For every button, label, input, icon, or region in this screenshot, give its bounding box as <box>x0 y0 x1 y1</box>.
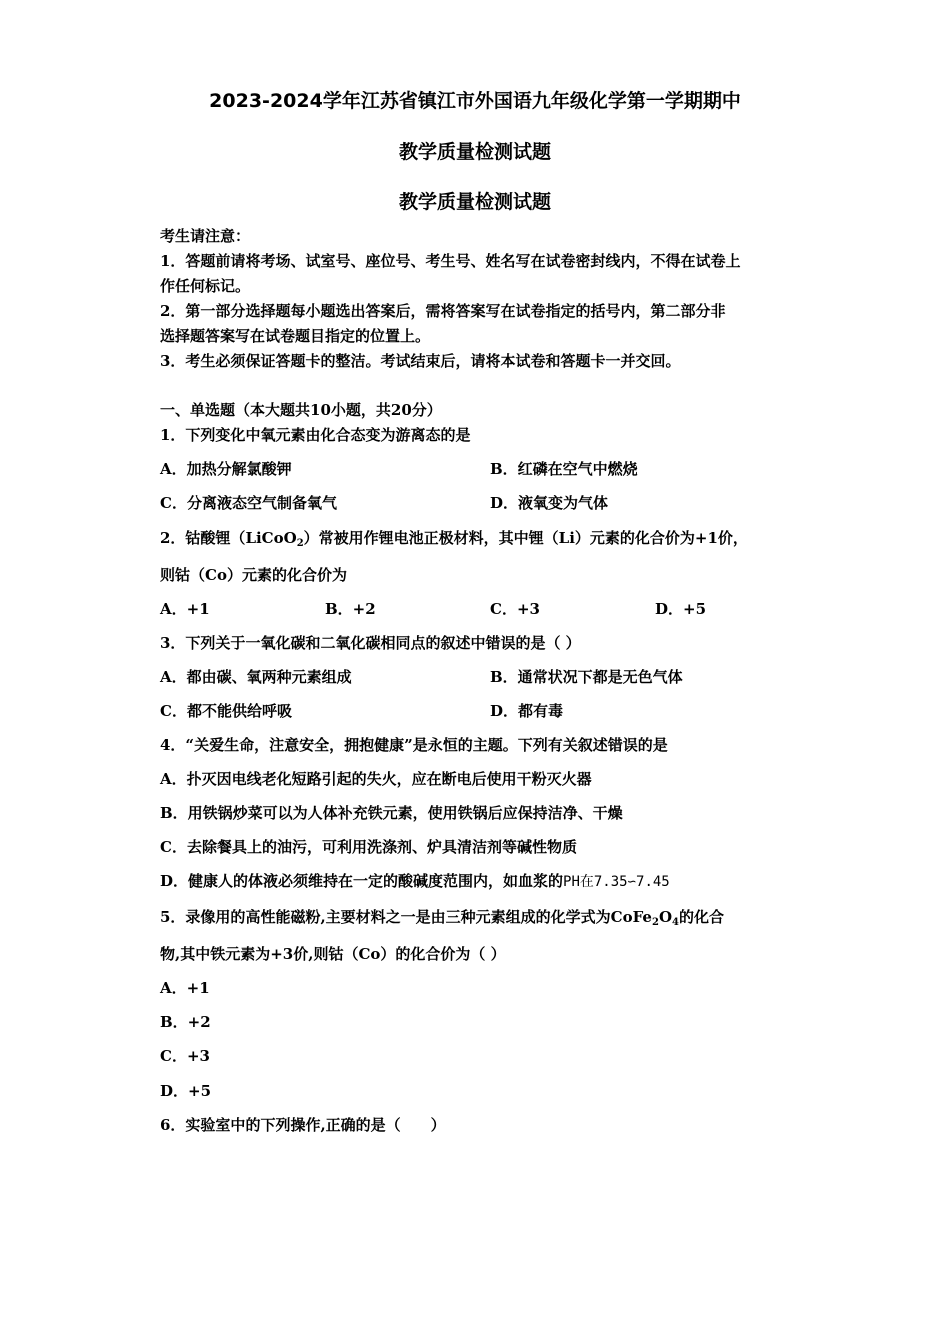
q5-option-d: D．+5 <box>160 1082 212 1100</box>
q2-stem <box>160 528 748 548</box>
notice-item-2a: 2．第一部分选择题每小题选出答案后，需将答案写在试卷指定的括号内，第二部分非 <box>160 302 726 320</box>
q2-stem-2: 则钴（Co）元素的化合价为 <box>160 566 347 584</box>
q2-stem-post: ）常被用作锂电池正极材料，其中锂（Li）元素的化合价为+1价， <box>303 529 748 547</box>
exam-title-line2: 教学质量检测试题 <box>398 141 551 163</box>
q2-option-b: B．+2 <box>325 600 376 618</box>
q4-option-d-text: D．健康人的体液必须维持在一定的酸碱度范围内，如血浆的 <box>160 872 564 890</box>
q1-stem: 1．下列变化中氧元素由化合态变为游离态的是 <box>160 426 471 444</box>
q5-option-c: C．+3 <box>160 1047 210 1065</box>
q5-option-a: A．+1 <box>160 979 210 997</box>
q5-stem-pre: 5．录像用的高性能磁粉,主要材料之一是由三种元素组成的化学式为CoFe <box>160 908 652 926</box>
q5-option-b: B．+2 <box>160 1013 211 1031</box>
q2-option-d: D．+5 <box>655 600 707 618</box>
notice-item-1b: 作任何标记。 <box>160 277 251 295</box>
q4-stem: 4．“关爱生命，注意安全，拥抱健康”是永恒的主题。下列有关叙述错误的是 <box>160 736 668 754</box>
q2-option-a: A．+1 <box>160 600 210 618</box>
exam-title-line3: 教学质量检测试题 <box>398 191 551 213</box>
notice-item-2b: 选择题答案写在试卷题目指定的位置上。 <box>160 327 431 345</box>
q4-option-c: C．去除餐具上的油污，可利用洗涤剂、炉具清洁剂等碱性物质 <box>160 838 577 856</box>
section-heading: 一、单选题（本大题共10小题，共20分） <box>160 401 442 419</box>
q3-option-b: B．通常状况下都是无色气体 <box>490 668 683 686</box>
q5-stem-2: 物,其中铁元素为+3价,则钴（Co）的化合价为（ ） <box>160 945 506 963</box>
q5-stem-sub1: 2 <box>651 917 659 928</box>
q5-stem-mid: O <box>658 908 673 926</box>
q5-stem <box>160 907 724 927</box>
exam-title-line1: 2023-2024学年江苏省镇江市外国语九年级化学第一学期期中 <box>209 90 741 112</box>
q5-stem-post: 的化合 <box>679 908 725 926</box>
q1-option-b: B．红磷在空气中燃烧 <box>490 460 638 478</box>
q1-option-d: D．液氧变为气体 <box>490 494 609 512</box>
notice-item-1a: 1．答题前请将考场、试室号、座位号、考生号、姓名写在试卷密封线内，不得在试卷上 <box>160 252 741 270</box>
q1-option-a: A．加热分解氯酸钾 <box>160 460 292 478</box>
q2-option-c: C．+3 <box>490 600 540 618</box>
q3-option-d: D．都有毒 <box>490 702 564 720</box>
q3-stem: 3．下列关于一氧化碳和二氧化碳相同点的叙述中错误的是（ ） <box>160 634 581 652</box>
q4-option-a: A．扑灭因电线老化短路引起的失火，应在断电后使用干粉灭火器 <box>160 770 592 788</box>
q3-option-c: C．都不能供给呼吸 <box>160 702 292 720</box>
q1-option-c: C．分离液态空气制备氧气 <box>160 494 337 512</box>
q4-option-b: B．用铁锅炒菜可以为人体补充铁元素，使用铁锅后应保持洁净、干燥 <box>160 804 623 822</box>
q5-stem-sub2: 4 <box>672 917 679 928</box>
q6-stem: 6．实验室中的下列操作,正确的是（ ） <box>160 1116 446 1134</box>
q2-stem-pre: 2．钴酸锂（LiCoO <box>160 529 297 547</box>
notice-heading: 考生请注意： <box>160 227 251 245</box>
q3-option-a: A．都由碳、氧两种元素组成 <box>160 668 352 686</box>
q2-stem-sub: 2 <box>296 538 304 549</box>
notice-item-3: 3．考生必须保证答题卡的整洁。考试结束后，请将本试卷和答题卡一并交回。 <box>160 352 681 370</box>
q4-option-d <box>160 871 670 892</box>
q4-option-d-ph: PH在7.35∽7.45 <box>563 874 670 890</box>
